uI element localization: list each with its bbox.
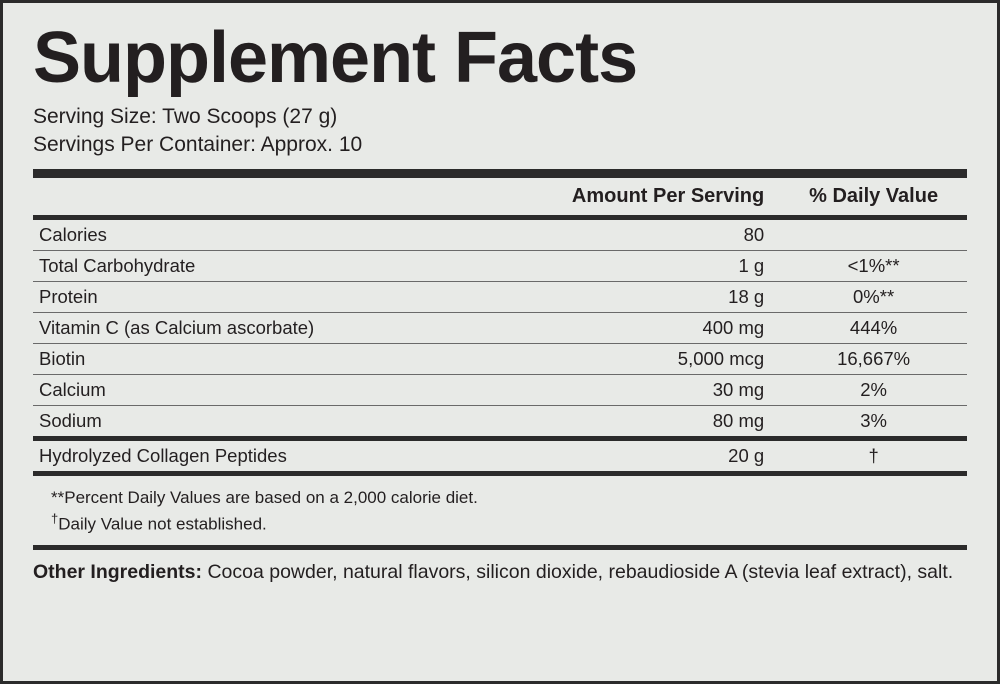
row-nutrient-name: Sodium	[33, 406, 519, 439]
other-ingredients-text: Cocoa powder, natural flavors, silicon dioxide, rebaudioside A (stevia leaf extract), salt.	[207, 560, 954, 583]
row-amount: 80	[519, 218, 781, 251]
table-row	[33, 218, 967, 251]
footnotes	[33, 476, 967, 544]
table-row	[33, 251, 967, 282]
column-header-amount: Amount Per Serving	[571, 185, 765, 208]
row-daily-value: 2%	[780, 375, 967, 406]
table-row	[33, 344, 967, 375]
footnote-daily-values: **Percent Daily Values are based on a 2,000 calorie diet.	[51, 488, 478, 508]
row-amount: 400 mg	[519, 313, 781, 344]
row-amount: 20 g	[519, 439, 781, 472]
row-daily-value: †	[780, 439, 967, 472]
row-nutrient-name: Calcium	[33, 375, 519, 406]
row-nutrient-name: Vitamin C (as Calcium ascorbate)	[33, 313, 519, 344]
row-daily-value: 3%	[780, 406, 967, 439]
other-ingredients	[33, 550, 967, 585]
table-row	[33, 313, 967, 344]
table-row	[33, 282, 967, 313]
nutrition-table	[33, 178, 967, 471]
dagger-symbol: †	[51, 511, 59, 527]
row-daily-value	[780, 218, 967, 251]
servings-per-container: Servings Per Container: Approx. 10	[33, 132, 363, 156]
column-header-nutrient	[33, 178, 519, 218]
header-divider-thick	[33, 169, 967, 178]
row-daily-value: 0%**	[780, 282, 967, 313]
nutrition-table-head	[33, 178, 967, 218]
row-amount: 30 mg	[519, 375, 781, 406]
footnote-dagger-line	[51, 510, 967, 536]
row-nutrient-name: Hydrolyzed Collagen Peptides	[33, 439, 519, 472]
row-amount: 1 g	[519, 251, 781, 282]
row-daily-value: <1%**	[780, 251, 967, 282]
row-amount: 18 g	[519, 282, 781, 313]
table-row	[33, 439, 967, 472]
row-nutrient-name: Total Carbohydrate	[33, 251, 519, 282]
footnote-dv-not-established: Daily Value not established.	[58, 514, 267, 534]
table-row	[33, 406, 967, 439]
nutrition-table-body	[33, 218, 967, 472]
supplement-facts-content	[33, 18, 967, 671]
row-amount: 80 mg	[519, 406, 781, 439]
serving-size: Serving Size: Two Scoops (27 g)	[33, 104, 338, 128]
page-title: Supplement Facts	[33, 18, 638, 98]
row-daily-value: 16,667%	[780, 344, 967, 375]
row-nutrient-name: Calories	[33, 218, 519, 251]
column-header-daily-value: % Daily Value	[809, 185, 939, 208]
table-header-row	[33, 178, 967, 218]
row-nutrient-name: Biotin	[33, 344, 519, 375]
row-nutrient-name: Protein	[33, 282, 519, 313]
other-ingredients-label: Other Ingredients:	[33, 560, 203, 583]
row-amount: 5,000 mcg	[519, 344, 781, 375]
table-row	[33, 375, 967, 406]
row-daily-value: 444%	[780, 313, 967, 344]
